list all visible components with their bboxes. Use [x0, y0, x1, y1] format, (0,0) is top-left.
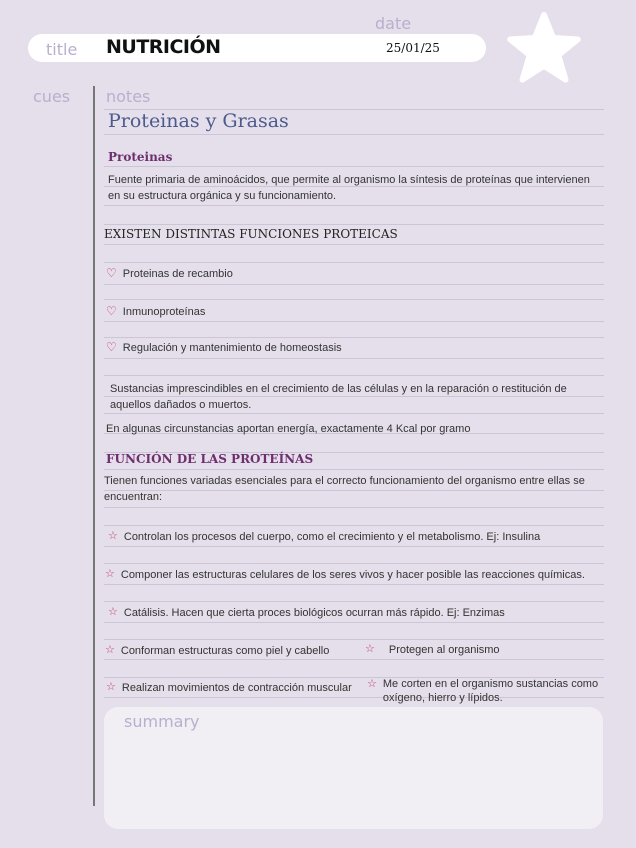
list-item — [108, 529, 540, 545]
rule-line — [104, 134, 604, 135]
rule-line — [104, 321, 604, 322]
rule-line — [104, 244, 604, 245]
star-bullet-icon: ☆ — [108, 530, 118, 542]
title-label: title — [46, 40, 78, 59]
star-bullet-icon: ☆ — [105, 568, 115, 580]
date-value: 25/01/25 — [386, 41, 440, 55]
list-item — [106, 340, 342, 356]
star-bullet-icon: ☆ — [108, 606, 118, 618]
function-section-title: FUNCIÓN DE LAS PROTEÍNAS — [106, 452, 314, 466]
star-bullet-icon: ☆ — [105, 644, 115, 656]
summary-label: summary — [124, 712, 200, 731]
list-item — [106, 304, 205, 320]
star-icon — [506, 12, 582, 84]
function-item: Inmunoproteínas — [122, 306, 206, 318]
rule-line — [104, 659, 604, 660]
rule-line — [104, 563, 604, 564]
list-item — [106, 680, 352, 696]
function-item: Protegen al organismo — [388, 644, 500, 656]
intro-text: Fuente primaria de aminoácidos, que permite al organismo la síntesis de proteínas que intervienen en su estructura orgánica y su funcionamiento. — [108, 174, 590, 202]
star-bullet-icon: ☆ — [106, 681, 116, 693]
rule-line — [104, 337, 604, 338]
function-item: Conforman estructuras como piel y cabello — [120, 645, 330, 657]
list-item — [365, 642, 500, 658]
cues-divider — [93, 86, 95, 806]
function-intro: Tienen funciones variadas esenciales para el correcto funcionamiento del organismo entre ellas se encuentran: — [104, 475, 585, 503]
notes-heading: Proteinas y Grasas — [108, 110, 289, 132]
heart-icon: ♡ — [106, 304, 117, 318]
notes-subheading: Proteinas — [108, 150, 173, 164]
rule-line — [104, 507, 604, 508]
function-item: Controlan los procesos del cuerpo, como el crecimiento y el metabolismo. Ej: Insulina — [123, 531, 541, 543]
star-bullet-icon: ☆ — [365, 643, 375, 655]
rule-line — [104, 375, 604, 376]
function-item: Componer las estructuras celulares de los seres vivos y hacer posible las reacciones químicas. — [120, 569, 585, 581]
rule-line — [104, 358, 604, 359]
list-item — [105, 643, 329, 659]
rule-line — [104, 262, 604, 263]
list-item — [367, 677, 607, 705]
paragraph: Sustancias imprescindibles en el crecimiento de las células y en la reparación o restitución de aquellos dañados o muertos. — [110, 383, 567, 411]
rule-line — [104, 205, 604, 206]
rule-line — [104, 166, 604, 167]
rule-line — [104, 469, 604, 470]
rule-line — [104, 224, 604, 225]
star-bullet-icon: ☆ — [367, 678, 377, 690]
rule-line — [104, 525, 604, 526]
function-item: Regulación y mantenimiento de homeostasis — [122, 342, 342, 354]
rule-line — [104, 413, 604, 414]
list-item — [105, 567, 585, 583]
function-item: Proteinas de recambio — [122, 268, 233, 280]
function-item: Catálisis. Hacen que cierta proces biológicos ocurran más rápido. Ej: Enzimas — [123, 607, 505, 619]
date-label: date — [375, 14, 412, 33]
rule-line — [104, 601, 604, 602]
rule-line — [104, 546, 604, 547]
paragraph: En algunas circunstancias aportan energía, exactamente 4 Kcal por gramo — [106, 423, 471, 435]
page-title: NUTRICIÓN — [106, 36, 221, 58]
rule-line — [104, 284, 604, 285]
heart-icon: ♡ — [106, 340, 117, 354]
rule-line — [104, 299, 604, 300]
cues-label: cues — [33, 87, 71, 106]
rule-line — [104, 584, 604, 585]
rule-line — [104, 622, 604, 623]
heart-icon: ♡ — [106, 266, 117, 280]
function-item: Me corten en el organismo sustancias como oxígeno, hierro y lípidos. — [382, 678, 599, 704]
rule-line — [104, 639, 604, 640]
functions-title: EXISTEN DISTINTAS FUNCIONES PROTEICAS — [104, 227, 398, 241]
function-item: Realizan movimientos de contracción muscular — [121, 682, 352, 694]
notes-label: notes — [106, 87, 151, 106]
list-item — [106, 266, 233, 282]
list-item — [108, 605, 505, 621]
